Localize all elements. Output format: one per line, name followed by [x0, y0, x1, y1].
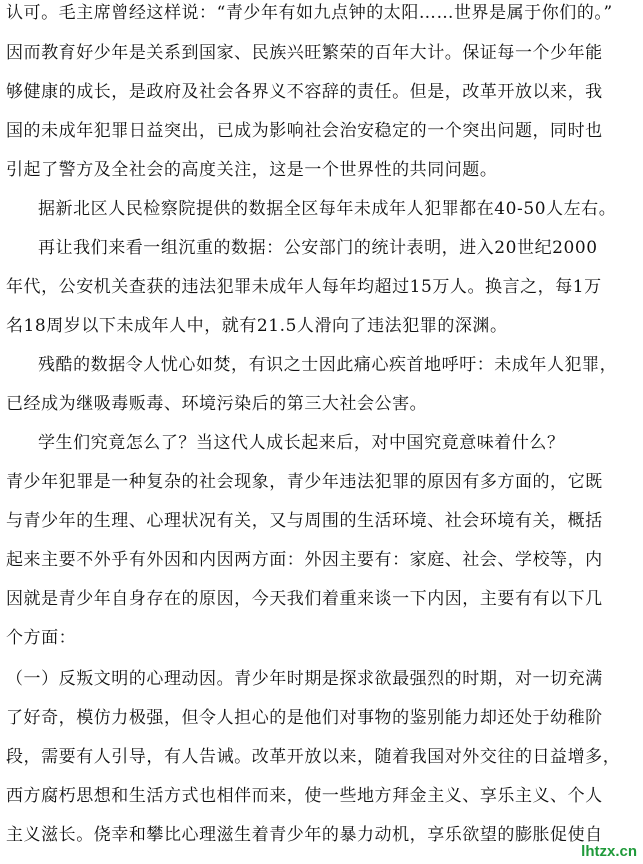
text-line: 主义滋长。侥幸和攀比心理滋生着青少年的暴力动机，享乐欲望的膨胀促使自 [6, 825, 603, 845]
text-line: 学生们究竟怎么了？当这代人成长起来后，对中国究竟意味着什么？ [38, 433, 565, 453]
text-line: 国的未成年犯罪日益突出，已成为影响社会治安稳定的一个突出问题，同时也 [6, 121, 603, 141]
text-line: 引起了警方及全社会的高度关注，这是一个世界性的共同问题。 [6, 160, 498, 180]
watermark: lhtzx.cn [581, 843, 637, 860]
text-line: 青少年犯罪是一种复杂的社会现象，青少年违法犯罪的原因有多方面的，它既 [6, 472, 603, 492]
text-line: 名18周岁以下未成年人中，就有21.5人滑向了违法犯罪的深渊。 [6, 316, 508, 336]
text-line: 西方腐朽思想和生活方式也相伴而来，使一些地方拜金主义、享乐主义、个人 [6, 786, 603, 806]
text-line: 已经成为继吸毒贩毒、环境污染后的第三大社会公害。 [6, 394, 428, 414]
text-line: 段，需要有人引导，有人告诫。改革开放以来，随着我国对外交往的日益增多， [6, 747, 621, 767]
text-line: 与青少年的生理、心理状况有关，又与周围的生活环境、社会环境有关，概括 [6, 511, 603, 531]
text-line: 够健康的成长，是政府及社会各界义不容辞的责任。但是，改革开放以来，我 [6, 82, 603, 102]
text-line: 了好奇，模仿力极强，但令人担心的是他们对事物的鉴别能力却还处于幼稚阶 [6, 708, 603, 728]
text-line: 认可。毛主席曾经这样说：“青少年有如九点钟的太阳……世界是属于你们的。” [6, 3, 613, 23]
text-line: 起来主要不外乎有外因和内因两方面：外因主要有：家庭、社会、学校等，内 [6, 550, 603, 570]
text-line: 据新北区人民检察院提供的数据全区每年未成年人犯罪都在40-50人左右。 [38, 199, 617, 219]
text-line: 个方面： [6, 628, 77, 648]
text-line: 残酷的数据令人忧心如焚，有识之士因此痛心疾首地呼吁：未成年人犯罪， [38, 355, 618, 375]
text-line: 因就是青少年自身存在的原因，今天我们着重来谈一下内因，主要有有以下几 [6, 589, 603, 609]
text-line: 再让我们来看一组沉重的数据：公安部门的统计表明，进入20世纪2000 [38, 238, 598, 258]
text-line: 因而教育好少年是关系到国家、民族兴旺繁荣的百年大计。保证每一个少年能 [6, 43, 603, 63]
text-line: （一）反叛文明的心理动因。青少年时期是探求欲最强烈的时期，对一切充满 [6, 669, 603, 689]
text-line: 年代，公安机关查获的违法犯罪未成年人每年均超过15万人。换言之，每1万 [6, 277, 602, 297]
